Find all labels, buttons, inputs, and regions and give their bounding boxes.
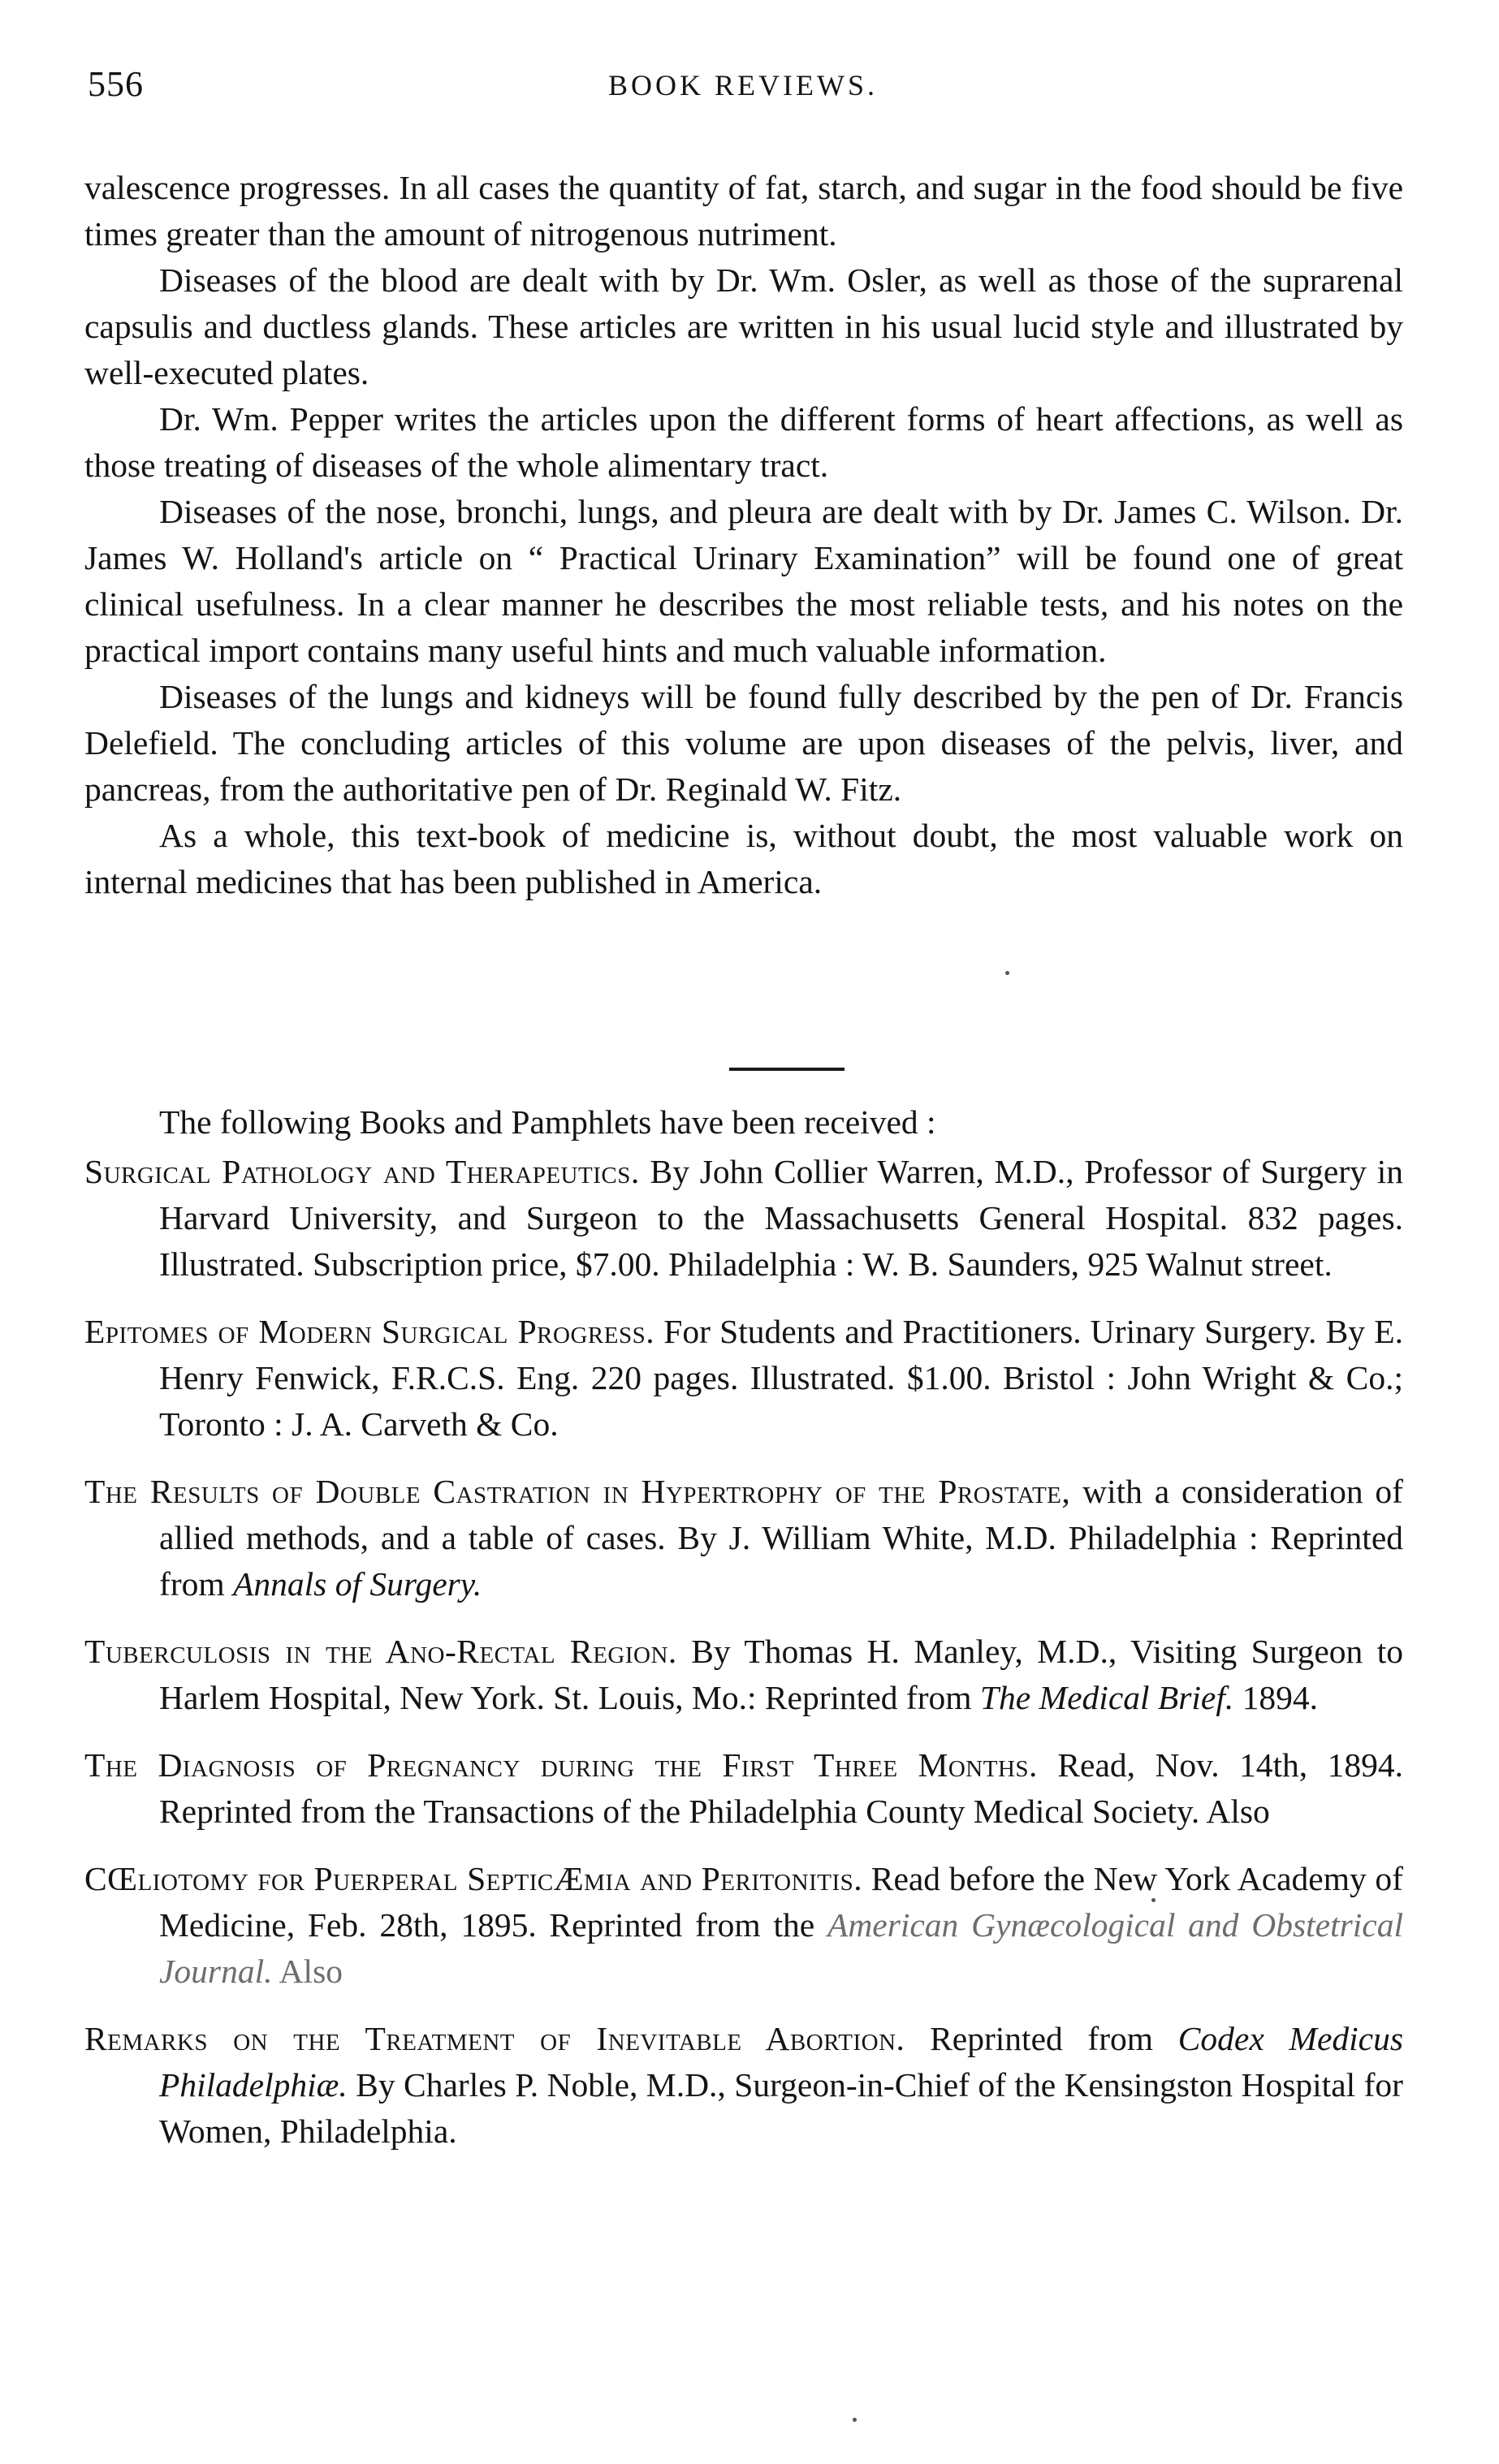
review-paragraph: Diseases of the lungs and kidneys will be found fully described by the pen of Dr. Francis Delefield. The concluding articles of this volume are upon diseases of the pelvis, liver, and pancreas, from the authoritative pen of Dr. Reginald W. Fitz. [84, 678, 1403, 808]
book-source-journal: Codex Medicus Philadelphiæ. [159, 2020, 1403, 2104]
book-details: Read before the New York Academy of Medicine, Feb. 28th, 1895. Reprinted from the [159, 1860, 1403, 1944]
book-entry [84, 1742, 1403, 1835]
review-text [84, 165, 1403, 905]
book-entry [84, 1309, 1403, 1448]
book-title: Epitomes of Modern Surgical Progress. [84, 1313, 655, 1350]
section-divider [729, 1068, 845, 1071]
print-speck [1005, 971, 1009, 975]
book-title: The Results of Double Castration in Hypertrophy of the Prostate, [84, 1473, 1071, 1510]
book-source-journal: American Gynæcological and Obstetrical Journal. [159, 1906, 1403, 1990]
page-header [81, 63, 1405, 120]
book-details-tail: Also [272, 1953, 343, 1990]
book-details: Read, Nov. 14th, 1894. Reprinted from the Transactions of the Philadelphia County Medical Society. Also [159, 1746, 1403, 1830]
review-paragraph: Dr. Wm. Pepper writes the articles upon the different forms of heart affections, as well as those treating of diseases of the whole alimentary tract. [84, 400, 1403, 484]
book-entry [84, 1149, 1403, 1288]
running-head: BOOK REVIEWS. [608, 69, 878, 101]
book-entry [84, 1629, 1403, 1721]
book-source-journal: Annals of Surgery. [233, 1565, 482, 1603]
print-speck [853, 2418, 857, 2422]
book-entry [84, 2016, 1403, 2155]
book-details: By Thomas H. Manley, M.D., Visiting Surgeon to Harlem Hospital, New York. St. Louis, Mo.: Reprinted from [159, 1633, 1403, 1716]
book-entry [84, 1469, 1403, 1607]
print-speck [1151, 1898, 1156, 1902]
page-number: 556 [88, 64, 144, 104]
book-entry [84, 1856, 1403, 1995]
book-title: Surgical Pathology and Therapeutics. [84, 1153, 640, 1190]
book-title: Tuberculosis in the Ano-Rectal Region. [84, 1633, 677, 1670]
review-paragraph: Diseases of the nose, bronchi, lungs, and pleura are dealt with by Dr. James C. Wilson. Dr. James W. Holland's article on “ Practical Urinary Examination” will be found one of great clinical usefulness. In a clear manner he describes the most reliable tests, and his notes on the practical import contains many useful hints and much valuable information. [84, 493, 1403, 669]
books-received-section [84, 1099, 1403, 2176]
book-title: Remarks on the Treatment of Inevitable Abortion. [84, 2020, 905, 2057]
book-source-journal: The Medical Brief. [979, 1679, 1234, 1716]
review-paragraph: valescence progresses. In all cases the quantity of fat, starch, and sugar in the food should be five times greater than the amount of nitrogenous nutriment. [84, 169, 1403, 252]
book-details: Reprinted from [905, 2020, 1178, 2057]
book-details: By John Collier Warren, M.D., Professor of Surgery in Harvard University, and Surgeon to the Massachusetts General Hospital. 832 pages. Illustrated. Subscription price, $7.00. Philadelphia : W. B. Saunders, 925 Walnut street. [159, 1153, 1403, 1283]
book-details-tail: By Charles P. Noble, M.D., Surgeon-in-Chief of the Kensingston Hospital for Women, Philadelphia. [159, 2066, 1403, 2150]
book-details-tail: 1894. [1233, 1679, 1318, 1716]
books-received-intro: The following Books and Pamphlets have been received : [159, 1103, 936, 1141]
review-paragraph: As a whole, this text-book of medicine is, without doubt, the most valuable work on internal medicines that has been published in America. [84, 817, 1403, 900]
book-title: The Diagnosis of Pregnancy during the First Three Months. [84, 1746, 1038, 1784]
book-details: For Students and Practitioners. Urinary Surgery. By E. Henry Fenwick, F.R.C.S. Eng. 220 pages. Illustrated. $1.00. Bristol : John Wright & Co.; Toronto : J. A. Carveth & Co. [159, 1313, 1403, 1443]
book-details: with a consideration of allied methods, and a table of cases. By J. William White, M.D. Philadelphia : Reprinted from [159, 1473, 1403, 1603]
review-paragraph: Diseases of the blood are dealt with by Dr. Wm. Osler, as well as those of the suprarenal capsulis and ductless glands. These articles are written in his usual lucid style and illustrated by well-executed plates. [84, 261, 1403, 391]
book-title: CŒliotomy for Puerperal SepticÆmia and Peritonitis. [84, 1860, 863, 1897]
